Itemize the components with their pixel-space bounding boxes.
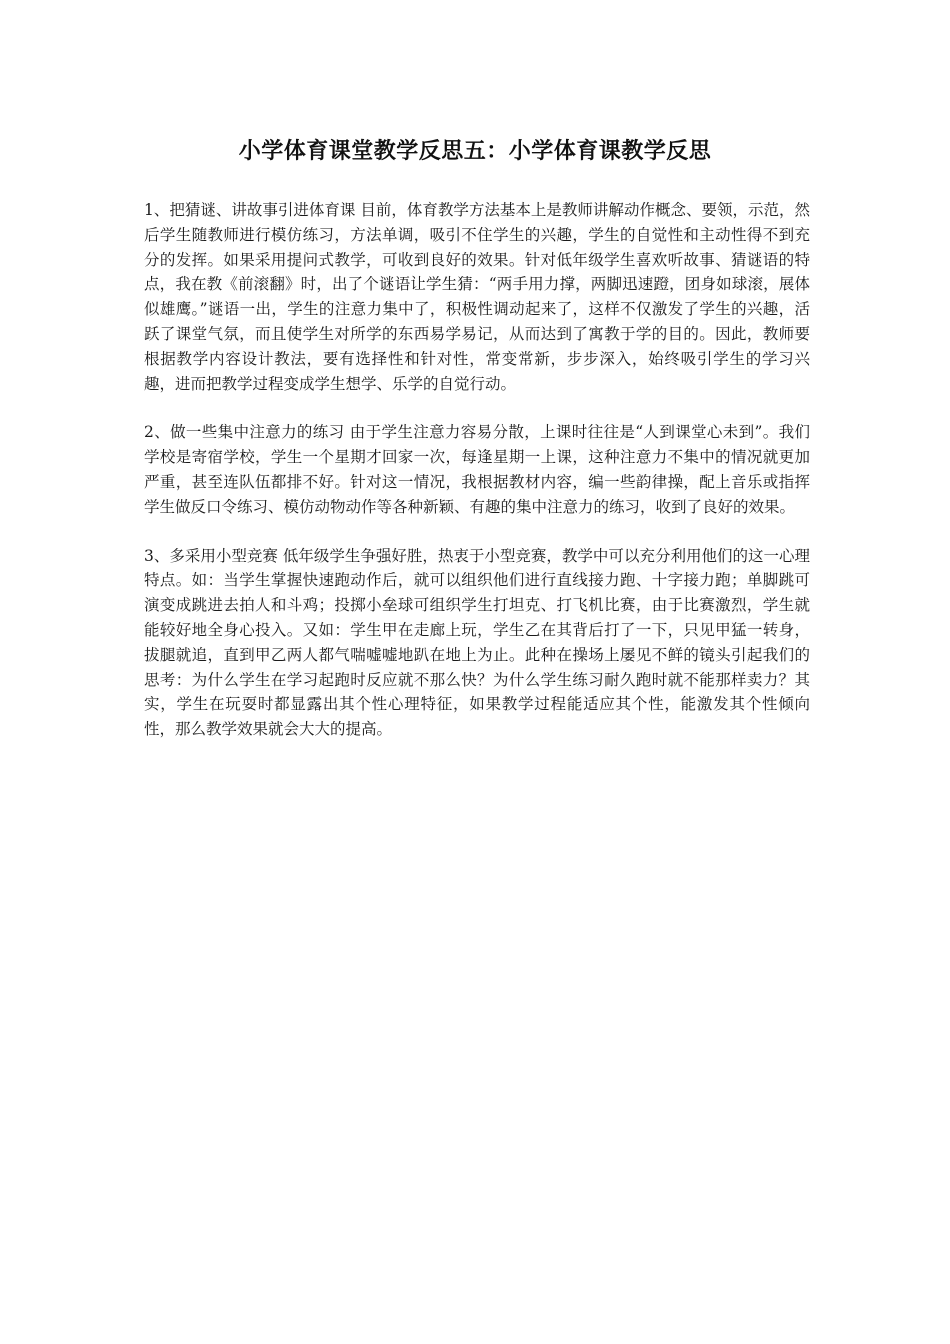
paragraph-2: 2、做一些集中注意力的练习 由于学生注意力容易分散，上课时往往是“人到课堂心未到”。我们学校是寄宿学校，学生一个星期才回家一次，每逢星期一上课，这种注意力不集中的情况就更加严重，甚至连队伍都排不好。针对这一情况，我根据教材内容，编一些韵律操，配上音乐或指挥学生做反口令练习、模仿动物动作等各种新颖、有趣的集中注意力的练习，收到了良好的效果。 (144, 423, 810, 516)
paragraph-1: 1、把猜谜、讲故事引进体育课 目前，体育教学方法基本上是教师讲解动作概念、要领，示范，然后学生随教师进行模仿练习，方法单调，吸引不住学生的兴趣，学生的自觉性和主动性得不到充分的发挥。如果采用提问式教学，可收到良好的效果。针对低年级学生喜欢听故事、猜谜语的特点，我在教《前滚翻》时，出了个谜语让学生猜：“两手用力撑，两脚迅速蹬，团身如球滚，展体似雄鹰。”谜语一出，学生的注意力集中了，积极性调动起来了，这样不仅激发了学生的兴趣，活跃了课堂气氛，而且使学生对所学的东西易学易记，从而达到了寓教于学的目的。因此，教师要根据教学内容设计教法，要有选择性和针对性，常变常新，步步深入，始终吸引学生的学习兴趣，进而把教学过程变成学生想学、乐学的自觉行动。 (144, 201, 810, 393)
paragraph-3: 3、多采用小型竞赛 低年级学生争强好胜，热衷于小型竞赛，教学中可以充分利用他们的这一心理特点。如：当学生掌握快速跑动作后，就可以组织他们进行直线接力跑、十字接力跑；单脚跳可演变成跳进去拍人和斗鸡；投掷小垒球可组织学生打坦克、打飞机比赛，由于比赛激烈，学生就能较好地全身心投入。又如：学生甲在走廊上玩，学生乙在其背后打了一下，只见甲猛一转身，拔腿就追，直到甲乙两人都气喘嘘嘘地趴在地上为止。此种在操场上屡见不鲜的镜头引起我们的思考：为什么学生在学习起跑时反应就不那么快？为什么学生练习耐久跑时就不能那样卖力？其实，学生在玩耍时都显露出其个性心理特征，如果教学过程能适应其个性，能激发其个性倾向性，那么教学效果就会大大的提高。 (144, 546, 810, 739)
document-body (144, 198, 810, 766)
document-title: 小学体育课堂教学反思五：小学体育课教学反思 (238, 138, 712, 164)
